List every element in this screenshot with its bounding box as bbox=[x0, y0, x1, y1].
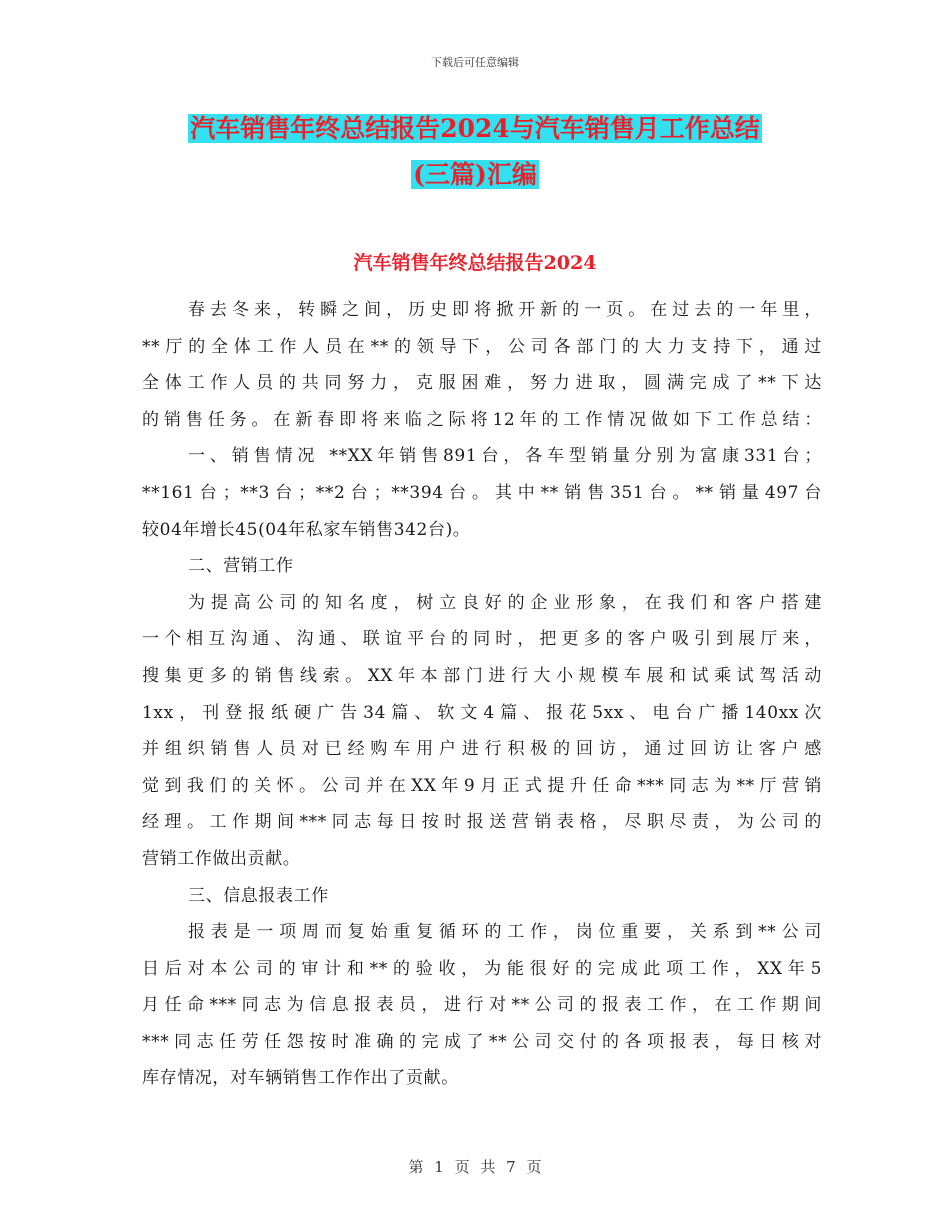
text-line: 日后对本公司的审计和**的验收，为能很好的完成此项工作，XX年5 bbox=[142, 958, 822, 979]
text-line: 全体工作人员的共同努力，克服困难，努力进取，圆满完成了**下达 bbox=[142, 373, 822, 394]
text-line: 并组织销售人员对已经购车用户进行积极的回访，通过回访让客户感 bbox=[142, 739, 822, 760]
subheading: 二、营销工作 bbox=[188, 556, 294, 577]
text-line: **161台；**3台；**2台；**394台。其中**销售351台。**销量497台 bbox=[142, 482, 822, 503]
text-line: 春去冬来，转瞬之间，历史即将掀开新的一页。在过去的一年里， bbox=[188, 300, 822, 320]
text-line: 营销工作做出贡献。 bbox=[142, 848, 301, 869]
text-line: 报表是一项周而复始重复循环的工作，岗位重要，关系到**公司 bbox=[188, 922, 822, 943]
title-highlight: (三篇)汇编 bbox=[413, 160, 537, 189]
text-line: 一个相互沟通、沟通、联谊平台的同时，把更多的客户吸引到展厅来， bbox=[142, 629, 822, 650]
text-line: 1xx，刊登报纸硬广告34篇、软文4篇、报花5xx、电台广播140xx次 bbox=[142, 702, 822, 723]
text-line: 经理。工作期间***同志每日按时报送营销表格，尽职尽责，为公司的 bbox=[142, 812, 822, 833]
document-title-line-1 bbox=[0, 111, 950, 147]
text-line: ***同志任劳任怨按时准确的完成了**公司交付的各项报表，每日核对 bbox=[142, 1031, 822, 1052]
text-line: 月任命***同志为信息报表员，进行对**公司的报表工作，在工作期间 bbox=[142, 995, 822, 1016]
subheading: 三、信息报表工作 bbox=[188, 885, 329, 906]
text-line: 的销售任务。在新春即将来临之际将12年的工作情况做如下工作总结： bbox=[142, 409, 822, 430]
text-line: 为提高公司的知名度，树立良好的企业形象，在我们和客户搭建 bbox=[188, 592, 822, 613]
text-line: 一、销售情况 **XX年销售891台，各车型销量分别为富康331台； bbox=[188, 446, 822, 467]
title-highlight: 汽车销售年终总结报告2024与汽车销售月工作总结 bbox=[190, 114, 760, 143]
text-line: 觉到我们的关怀。公司并在XX年9月正式提升任命***同志为**厅营销 bbox=[142, 775, 822, 796]
header-note: 下载后可任意编辑 bbox=[431, 56, 519, 69]
page-footer: 第 1 页 共 7 页 bbox=[408, 1158, 542, 1176]
body-text bbox=[142, 292, 822, 1097]
text-line: **厅的全体工作人员在**的领导下，公司各部门的大力支持下，通过 bbox=[142, 336, 822, 357]
section-title: 汽车销售年终总结报告2024 bbox=[353, 252, 597, 274]
document-title-line-2 bbox=[0, 157, 950, 193]
text-line: 较04年增长45(04年私家车销售342台)。 bbox=[142, 519, 471, 540]
text-line: 搜集更多的销售线索。XX年本部门进行大小规模车展和试乘试驾活动 bbox=[142, 665, 822, 686]
text-line: 库存情况，对车辆销售工作作出了贡献。 bbox=[142, 1068, 459, 1089]
